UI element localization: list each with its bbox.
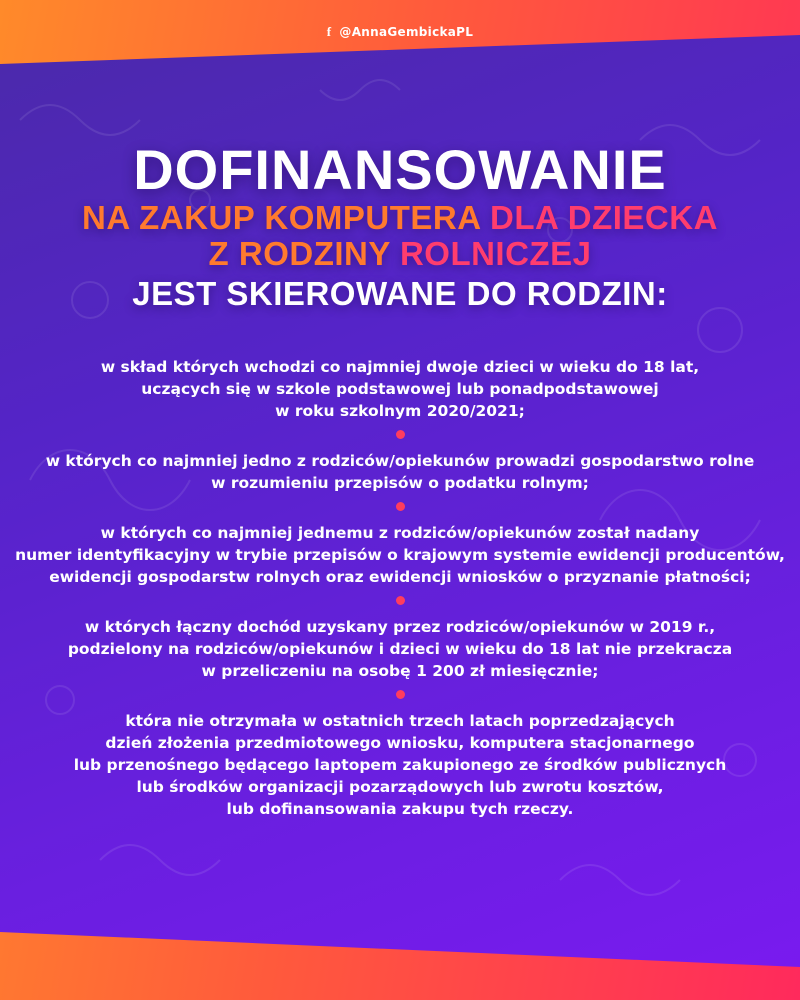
headline-line-2-orange: NA ZAKUP KOMPUTERA	[82, 199, 490, 236]
criterion-item	[0, 616, 800, 682]
headline-line-3-orange: Z RODZINY	[208, 235, 400, 272]
criterion-item	[0, 522, 800, 588]
criterion-line: która nie otrzymała w ostatnich trzech latach poprzedzających	[125, 712, 675, 730]
criterion-line: lub przenośnego będącego laptopem zakupionego ze środków publicznych	[73, 756, 727, 774]
criterion-line: uczących się w szkole podstawowej lub ponadpodstawowej	[141, 380, 659, 398]
criterion-line: w których co najmniej jedno z rodziców/opiekunów prowadzi gospodarstwo rolne	[45, 452, 755, 470]
criterion-line: w roku szkolnym 2020/2021;	[275, 402, 525, 420]
criterion-line: w których łączny dochód uzyskany przez rodziców/opiekunów w 2019 r.,	[84, 618, 716, 636]
criterion-item	[0, 356, 800, 422]
eligibility-criteria	[0, 356, 800, 820]
criterion-item	[0, 710, 800, 820]
criterion-line: ewidencji gospodarstw rolnych oraz ewidencji wniosków o przyznanie płatności;	[49, 568, 751, 586]
bullet-dot	[396, 596, 405, 605]
facebook-icon: f	[326, 24, 332, 39]
criterion-line: podzielony na rodziców/opiekunów i dzieci w wieku do 18 lat nie przekracza	[67, 640, 733, 658]
criterion-line: dzień złożenia przedmiotowego wniosku, komputera stacjonarnego	[105, 734, 695, 752]
criterion-line: w skład których wchodzi co najmniej dwoje dzieci w wieku do 18 lat,	[100, 358, 700, 376]
headline	[0, 140, 800, 314]
headline-line-3-pink: ROLNICZEJ	[399, 235, 592, 272]
headline-main: DOFINANSOWANIE	[133, 138, 667, 201]
headline-line-2-pink: DLA DZIECKA	[490, 199, 718, 236]
criterion-item	[0, 450, 800, 494]
headline-line-2	[0, 200, 800, 236]
bullet-dot	[396, 502, 405, 511]
headline-line-3	[0, 236, 800, 272]
social-handle	[0, 24, 800, 40]
criterion-line: w rozumieniu przepisów o podatku rolnym;	[211, 474, 589, 492]
criterion-line: w których co najmniej jednemu z rodziców/opiekunów został nadany	[100, 524, 700, 542]
bullet-dot	[396, 430, 405, 439]
social-handle-text: @AnnaGembickaPL	[339, 25, 474, 39]
criterion-line: w przeliczeniu na osobę 1 200 zł miesięcznie;	[201, 662, 599, 680]
criterion-line: lub środków organizacji pozarządowych lub zwrotu kosztów,	[136, 778, 664, 796]
headline-subtitle: JEST SKIEROWANE DO RODZIN:	[132, 275, 668, 312]
criterion-line: numer identyfikacyjny w trybie przepisów o krajowym systemie ewidencji producentów,	[15, 546, 785, 564]
bullet-dot	[396, 690, 405, 699]
criterion-line: lub dofinansowania zakupu tych rzeczy.	[226, 800, 574, 818]
